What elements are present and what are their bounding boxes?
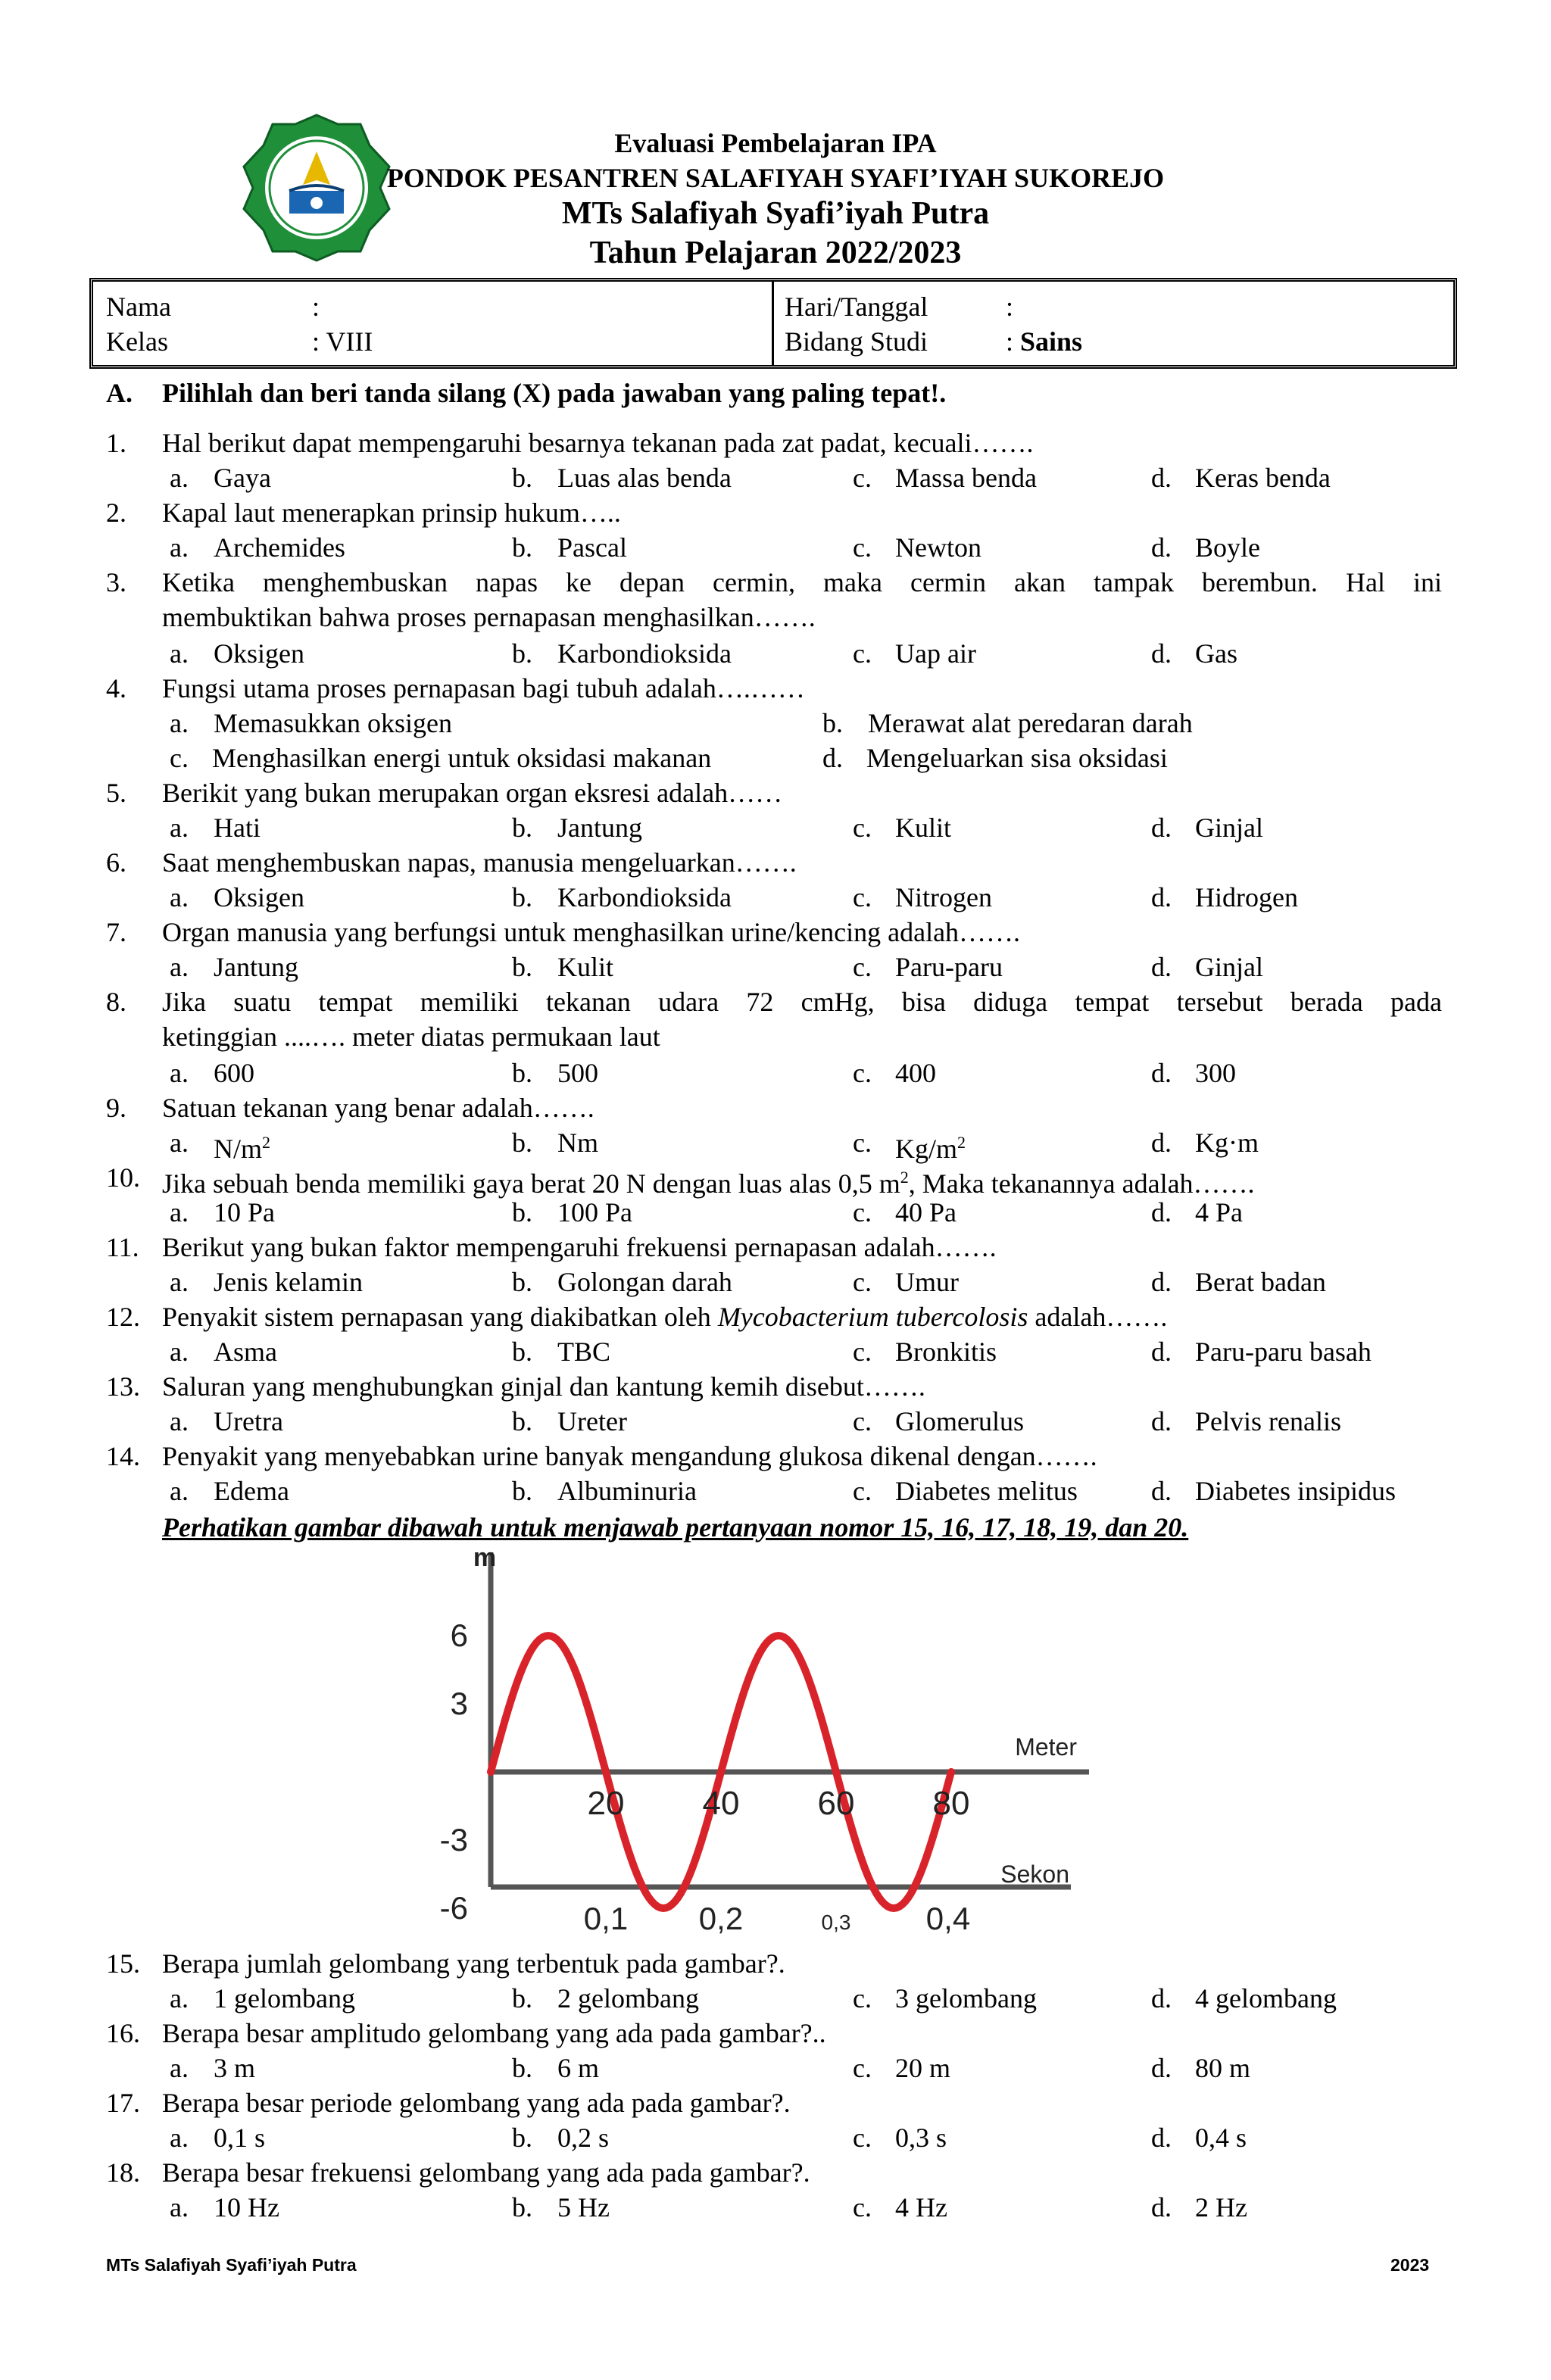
option-letter: b. (512, 2053, 532, 2083)
option-letter: b. (512, 1267, 532, 1297)
option-letter: c. (170, 743, 189, 773)
footer-year: 2023 (1390, 2255, 1430, 2275)
question-16-text: Berapa besar amplitudo gelombang yang ada pada gambar?.. (162, 2018, 826, 2048)
option-letter: b. (512, 813, 532, 843)
option-letter: b. (512, 882, 532, 912)
header-school: MTs Salafiyah Syafi’iyah Putra (561, 196, 990, 231)
option-letter: a. (170, 463, 189, 493)
option-letter: d. (1151, 952, 1172, 982)
option-letter: d. (1151, 1406, 1172, 1436)
question-15-number: 15. (106, 1948, 140, 1979)
bidang-studi-label: Bidang Studi (785, 326, 928, 357)
question-10-number: 10. (106, 1162, 140, 1193)
nama-label: Nama (106, 292, 171, 322)
option-letter: d. (1151, 532, 1172, 563)
option-letter: a. (170, 1197, 189, 1227)
y-tick-label: 6 (450, 1617, 468, 1653)
question-8-text-line1: Jika suatu tempat memiliki tekanan udara 72 cmHg, bisa diduga tempat tersebut berada pada (162, 987, 1442, 1017)
question-6-number: 6. (106, 847, 126, 878)
option-letter: a. (170, 708, 189, 738)
option-letter: d. (1151, 813, 1172, 843)
option-letter: a. (170, 813, 189, 843)
x-tick-label-meter: 60 (817, 1785, 855, 1822)
option-letter: b. (822, 708, 843, 738)
option-letter: d. (1151, 1128, 1172, 1158)
question-11-text: Berikut yang bukan faktor mempengaruhi frekuensi pernapasan adalah……. (162, 1232, 997, 1262)
kelas-value: : VIII (312, 326, 373, 357)
hari-tanggal-field[interactable]: : (1006, 292, 1014, 322)
option-letter: b. (512, 1406, 532, 1436)
option-letter: d. (1151, 2192, 1172, 2222)
option-letter: a. (170, 1267, 189, 1297)
x-tick-label-meter: 80 (932, 1785, 970, 1822)
option-letter: d. (1151, 1337, 1172, 1367)
option-letter: d. (1151, 1983, 1172, 2013)
option-letter: c. (853, 1197, 872, 1227)
y-tick-label: -6 (439, 1890, 468, 1926)
option-letter: a. (170, 1983, 189, 2013)
figure-instruction: Perhatikan gambar dibawah untuk menjawab pertanyaan nomor 15, 16, 17, 18, 19, dan 20. (162, 1512, 1189, 1542)
option-letter: d. (1151, 1197, 1172, 1227)
question-11-number: 11. (106, 1232, 139, 1262)
x-axis-label-sekon: Sekon (1000, 1861, 1069, 1888)
wave-chart (424, 1545, 1106, 1939)
x-tick-label-meter: 40 (702, 1785, 740, 1822)
option-letter: b. (512, 532, 532, 563)
question-1-number: 1. (106, 428, 126, 458)
option-letter: c. (853, 882, 872, 912)
question-4-text: Fungsi utama proses pernapasan bagi tubuh adalah….…… (162, 673, 805, 703)
option-letter: c. (853, 1476, 872, 1506)
option-letter: a. (170, 1337, 189, 1367)
question-7-number: 7. (106, 917, 126, 947)
x-tick-label-sekon: 0,1 (583, 1901, 629, 1936)
option-letter: a. (170, 1406, 189, 1436)
question-10-text: Jika sebuah benda memiliki gaya berat 20 N dengan luas alas 0,5 $m^2$, Maka tekanannya adalah……. (162, 1168, 1255, 1199)
option-letter: c. (853, 1983, 872, 2013)
question-12-text: Penyakit sistem pernapasan yang diakibatkan oleh Mycobacterium tubercolosis adalah……. (162, 1302, 1168, 1332)
option-letter: d. (1151, 1267, 1172, 1297)
header-year: Tahun Pelajaran 2022/2023 (589, 236, 962, 270)
option-letter: b. (512, 638, 532, 669)
question-3-text-line1: Ketika menghembuskan napas ke depan cermin, maka cermin akan tampak berembun. Hal ini (162, 567, 1442, 597)
option-letter: a. (170, 2053, 189, 2083)
option-letter: a. (170, 1058, 189, 1088)
x-tick-label-meter: 20 (587, 1785, 625, 1822)
question-12-number: 12. (106, 1302, 140, 1332)
nama-field[interactable]: : (312, 292, 320, 322)
option-letter: d. (1151, 1058, 1172, 1088)
question-3-text-line2: membuktikan bahwa proses pernapasan menghasilkan……. (162, 602, 816, 632)
question-17-text: Berapa besar periode gelombang yang ada pada gambar?. (162, 2088, 791, 2118)
question-16-number: 16. (106, 2018, 140, 2048)
question-18-text: Berapa besar frekuensi gelombang yang ada pada gambar?. (162, 2157, 810, 2188)
option-letter: c. (853, 813, 872, 843)
option-letter: c. (853, 1058, 872, 1088)
x-tick-label-sekon: 0,4 (925, 1901, 971, 1936)
option-letter: d. (1151, 638, 1172, 669)
x-tick-label-sekon: 0,2 (698, 1901, 744, 1936)
question-17-number: 17. (106, 2088, 140, 2118)
option-letter: c. (853, 2123, 872, 2153)
section-a-letter: A. (106, 378, 133, 408)
kelas-label: Kelas (106, 326, 168, 357)
y-tick-label: -3 (439, 1822, 468, 1858)
option-letter: a. (170, 1128, 189, 1158)
option-letter: c. (853, 1337, 872, 1367)
header-institution: PONDOK PESANTREN SALAFIYAH SYAFI’IYAH SUKOREJO (386, 163, 1165, 193)
option-letter: d. (1151, 2053, 1172, 2083)
question-14-text: Penyakit yang menyebabkan urine banyak mengandung glukosa dikenal dengan……. (162, 1441, 1097, 1471)
x-tick-label-sekon: 0,3 (821, 1911, 851, 1934)
question-14-number: 14. (106, 1441, 140, 1471)
option-letter: a. (170, 1476, 189, 1506)
question-1-text: Hal berikut dapat mempengaruhi besarnya tekanan pada zat padat, kecuali……. (162, 428, 1034, 458)
option-letter: a. (170, 882, 189, 912)
option-letter: c. (853, 2192, 872, 2222)
option-letter: a. (170, 532, 189, 563)
question-15-text: Berapa jumlah gelombang yang terbentuk pada gambar?. (162, 1948, 785, 1979)
question-9-number: 9. (106, 1093, 126, 1123)
option-letter: a. (170, 638, 189, 669)
question-13-number: 13. (106, 1371, 140, 1402)
option-letter: b. (512, 1128, 532, 1158)
question-4-number: 4. (106, 673, 126, 703)
bidang-studi-value: : Sains (1006, 326, 1083, 357)
question-5-text: Berikit yang bukan merupakan organ eksresi adalah…… (162, 778, 783, 808)
option-letter: c. (853, 952, 872, 982)
section-a-instruction: Pilihlah dan beri tanda silang (X) pada jawaban yang paling tepat!. (162, 378, 947, 408)
option-letter: b. (512, 1983, 532, 2013)
option-letter: d. (1151, 882, 1172, 912)
option-letter: b. (512, 1337, 532, 1367)
option-letter: c. (853, 1267, 872, 1297)
hari-tanggal-label: Hari/Tanggal (785, 292, 928, 322)
y-tick-label: 3 (450, 1686, 468, 1721)
question-3-number: 3. (106, 567, 126, 597)
option-letter: d. (822, 743, 843, 773)
option-letter: d. (1151, 1476, 1172, 1506)
option-letter: c. (853, 2053, 872, 2083)
question-2-text: Kapal laut menerapkan prinsip hukum….. (162, 498, 621, 528)
x-axis-label-meter: Meter (1015, 1733, 1077, 1761)
option-letter: b. (512, 952, 532, 982)
option-letter: a. (170, 2192, 189, 2222)
option-letter: b. (512, 1476, 532, 1506)
footer-school: MTs Salafiyah Syafi’iyah Putra (106, 2255, 357, 2275)
question-2-number: 2. (106, 498, 126, 528)
question-6-text: Saat menghembuskan napas, manusia mengeluarkan……. (162, 847, 797, 878)
question-9-text: Satuan tekanan yang benar adalah……. (162, 1093, 594, 1123)
y-axis-label: m (473, 1545, 497, 1572)
question-5-number: 5. (106, 778, 126, 808)
question-18-number: 18. (106, 2157, 140, 2188)
option-letter: b. (512, 2192, 532, 2222)
question-7-text: Organ manusia yang berfungsi untuk menghasilkan urine/kencing adalah……. (162, 917, 1021, 947)
header-title: Evaluasi Pembelajaran IPA (614, 128, 937, 158)
question-13-text: Saluran yang menghubungkan ginjal dan kantung kemih disebut……. (162, 1371, 925, 1402)
option-letter: c. (853, 463, 872, 493)
option-letter: c. (853, 532, 872, 563)
option-letter: c. (853, 1406, 872, 1436)
option-letter: d. (1151, 463, 1172, 493)
option-letter: b. (512, 1197, 532, 1227)
option-letter: d. (1151, 2123, 1172, 2153)
option-letter: a. (170, 2123, 189, 2153)
option-letter: c. (853, 638, 872, 669)
option-letter: c. (853, 1128, 872, 1158)
option-letter: b. (512, 463, 532, 493)
question-8-number: 8. (106, 987, 126, 1017)
option-letter: a. (170, 952, 189, 982)
option-letter: b. (512, 2123, 532, 2153)
option-letter: b. (512, 1058, 532, 1088)
identity-box (89, 278, 1457, 369)
question-8-text-line2: ketinggian ....…. meter diatas permukaan laut (162, 1022, 660, 1052)
